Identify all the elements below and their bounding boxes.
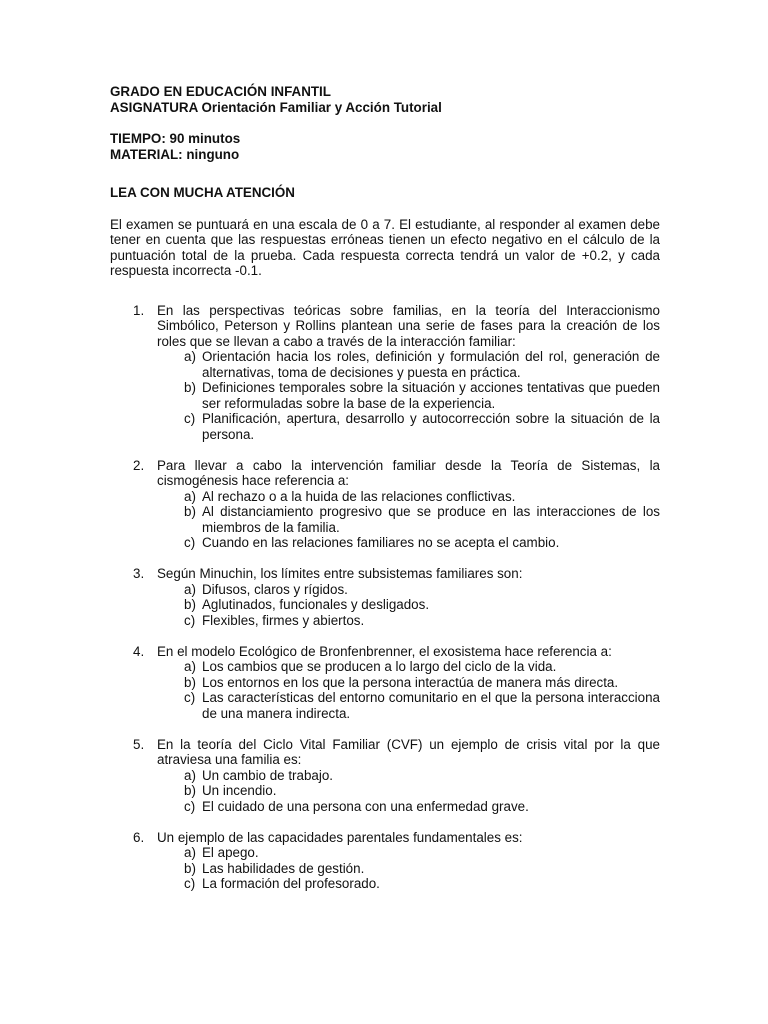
option-letter: a) [184, 349, 196, 364]
option-item [157, 845, 660, 861]
notice-title: LEA CON MUCHA ATENCIÓN [110, 185, 295, 200]
option-list [157, 768, 660, 815]
option-letter: a) [184, 488, 196, 504]
option-list [157, 489, 660, 551]
option-text: Al rechazo o a la huida de las relaciones conflictivas. [202, 488, 516, 504]
option-item [157, 659, 660, 675]
option-text: Cuando en las relaciones familiares no se acepta el cambio. [202, 535, 560, 550]
option-text: Planificación, apertura, desarrollo y autocorrección sobre la situación de la persona. [202, 411, 660, 442]
option-item [157, 489, 660, 505]
option-item [157, 597, 660, 613]
exam-page [110, 84, 660, 907]
option-letter: c) [184, 876, 196, 891]
question-number: 1. [133, 302, 145, 318]
option-letter: a) [184, 659, 196, 674]
option-letter: c) [184, 411, 196, 426]
option-list [157, 349, 660, 442]
option-letter: b) [184, 674, 196, 690]
option-text: La formación del profesorado. [202, 876, 380, 891]
question-item [110, 644, 660, 722]
option-item [157, 783, 660, 799]
option-letter: b) [184, 504, 196, 519]
option-letter: c) [184, 690, 196, 705]
question-list [110, 303, 660, 892]
option-text: Al distanciamiento progresivo que se produce en las interacciones de los miembros de la familia. [202, 504, 660, 535]
option-text: Un cambio de trabajo. [202, 767, 334, 783]
option-item [157, 675, 660, 691]
option-letter: c) [184, 535, 196, 550]
option-item [157, 380, 660, 411]
option-letter: b) [184, 860, 196, 876]
option-item [157, 582, 660, 598]
option-text: Los entornos en los que la persona interactúa de manera más directa. [202, 674, 619, 690]
option-item [157, 876, 660, 892]
question-number: 6. [133, 829, 145, 845]
option-text: Orientación hacia los roles, definición y formulación del rol, generación de alternativas, toma de decisiones y puesta en práctica. [202, 349, 660, 380]
option-item [157, 504, 660, 535]
question-number: 5. [133, 736, 145, 752]
exam-time: TIEMPO: 90 minutos [110, 131, 241, 146]
question-text: Para llevar a cabo la intervención familiar desde la Teoría de Sistemas, la cismogénesis hace referencia a: [157, 457, 660, 488]
option-item [157, 349, 660, 380]
option-item [157, 799, 660, 815]
question-item [110, 458, 660, 551]
question-item [110, 737, 660, 815]
option-text: Las habilidades de gestión. [202, 860, 365, 876]
question-text: En el modelo Ecológico de Bronfenbrenner, el exosistema hace referencia a: [157, 643, 612, 659]
question-text: Un ejemplo de las capacidades parentales fundamentales es: [157, 829, 523, 845]
option-item [157, 613, 660, 629]
subject-title: ASIGNATURA Orientación Familiar y Acción Tutorial [110, 99, 442, 115]
option-letter: a) [184, 845, 196, 860]
option-item [157, 690, 660, 721]
exam-material: MATERIAL: ninguno [110, 146, 240, 162]
question-text: En la teoría del Ciclo Vital Familiar (CVF) un ejemplo de crisis vital por la que atraviesa una familia es: [157, 736, 660, 767]
degree-title: GRADO EN EDUCACIÓN INFANTIL [110, 84, 331, 99]
option-letter: b) [184, 597, 196, 612]
exam-logistics [110, 131, 660, 162]
option-list [157, 845, 660, 892]
question-text: Según Minuchin, los límites entre subsistemas familiares son: [157, 566, 523, 581]
option-text: Flexibles, firmes y abiertos. [202, 612, 365, 628]
option-item [157, 768, 660, 784]
question-item [110, 566, 660, 628]
option-text: Difusos, claros y rígidos. [202, 581, 348, 597]
question-text: En las perspectivas teóricas sobre familias, en la teoría del Interaccionismo Simbólico, Peterson y Rollins plantean una serie de fases para la creación de los roles que se llevan a cabo a través de la interacción familiar: [157, 302, 660, 349]
option-letter: c) [184, 798, 196, 814]
option-text: El cuidado de una persona con una enfermedad grave. [202, 798, 529, 814]
option-letter: a) [184, 767, 196, 783]
option-letter: b) [184, 380, 196, 395]
option-text: Las características del entorno comunitario en el que la persona interacciona de una manera indirecta. [202, 690, 660, 721]
instructions-paragraph: El examen se puntuará en una escala de 0 a 7. El estudiante, al responder al examen debe tener en cuenta que las respuestas erróneas tienen un efecto negativo en el cálculo de la puntuación total de la prueba. Cada respuesta correcta tendrá un valor de +0.2, y cada respuesta incorrecta -0.1. [110, 216, 660, 278]
option-text: Aglutinados, funcionales y desligados. [202, 597, 430, 612]
option-text: Un incendio. [202, 783, 277, 798]
option-item [157, 861, 660, 877]
question-item [110, 830, 660, 892]
option-letter: a) [184, 581, 196, 597]
option-text: Los cambios que se producen a lo largo del ciclo de la vida. [202, 659, 557, 674]
question-number: 2. [133, 457, 145, 473]
option-letter: b) [184, 783, 196, 798]
question-number: 3. [133, 566, 145, 581]
option-item [157, 411, 660, 442]
option-list [157, 582, 660, 629]
option-text: Definiciones temporales sobre la situación y acciones tentativas que pueden ser reformuladas sobre la base de la experiencia. [202, 380, 660, 411]
option-list [157, 659, 660, 721]
option-item [157, 535, 660, 551]
question-item [110, 303, 660, 443]
option-text: El apego. [202, 845, 259, 860]
option-letter: c) [184, 612, 196, 628]
exam-header [110, 84, 660, 115]
question-number: 4. [133, 643, 145, 659]
